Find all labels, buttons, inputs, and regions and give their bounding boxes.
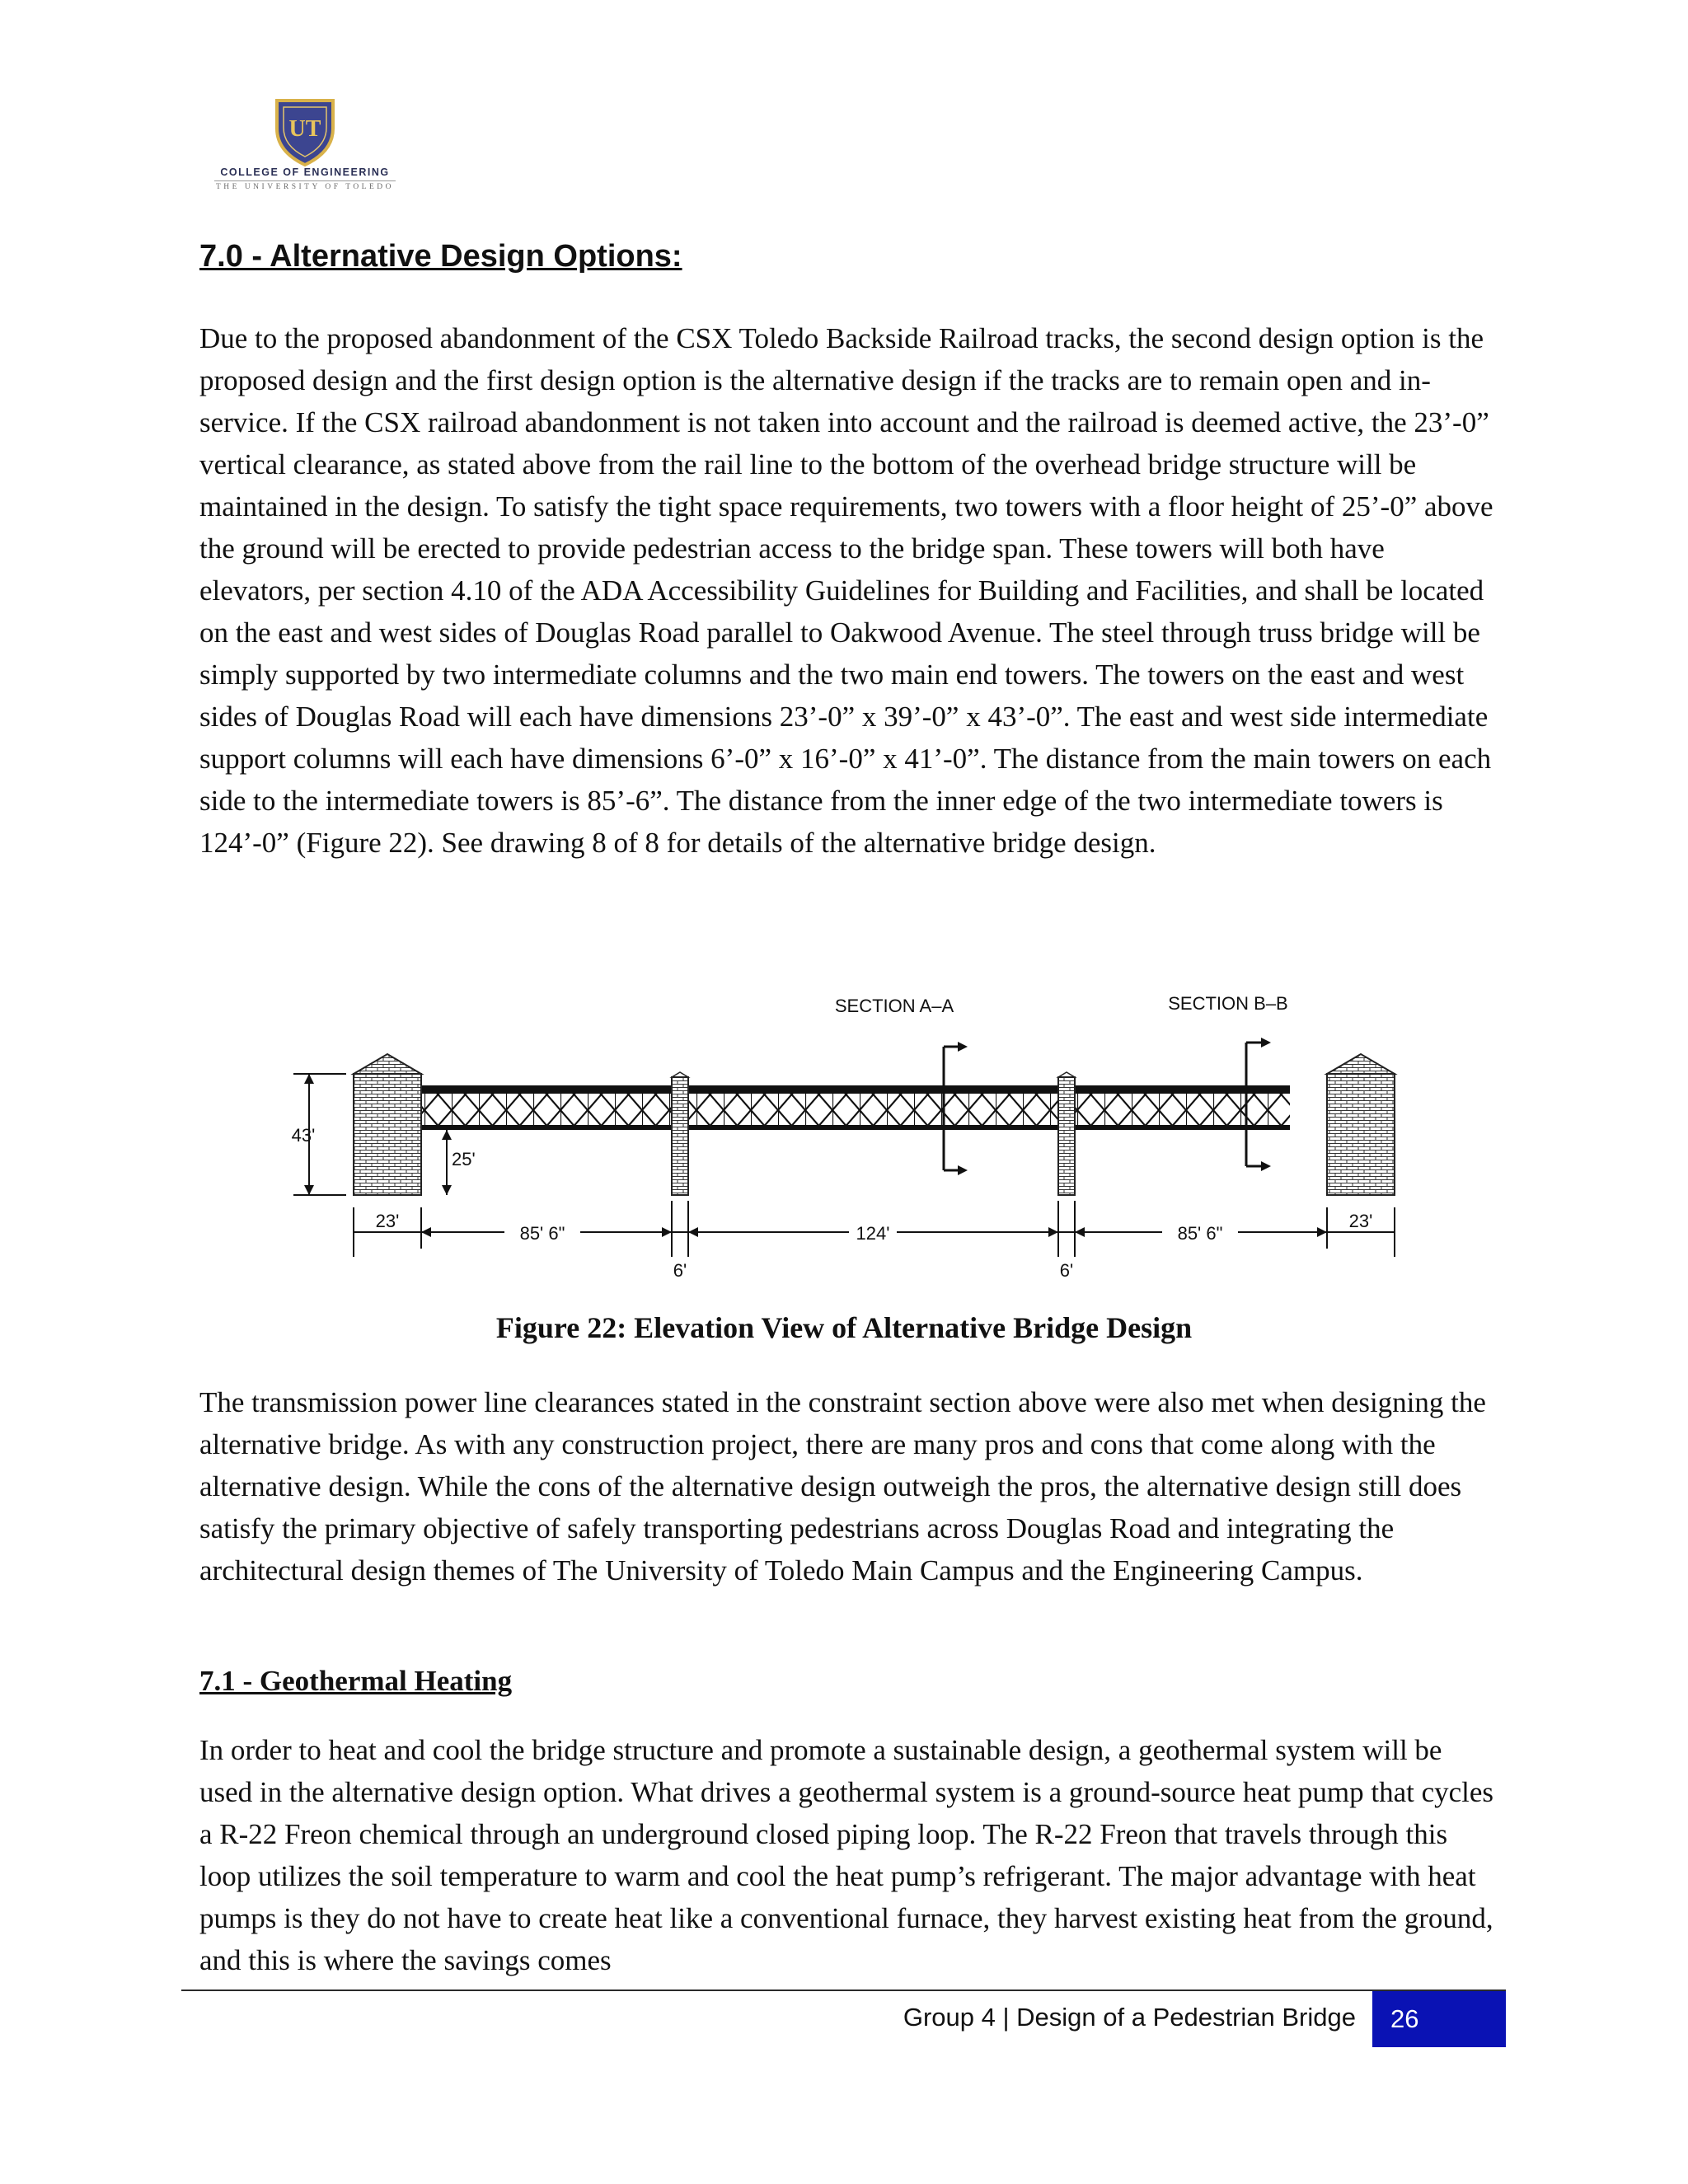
figure-caption: Figure 22: Elevation View of Alternative Bridge Design xyxy=(495,1311,1193,1344)
span-right-label: 85' 6" xyxy=(1177,1223,1223,1244)
column-left-width-label: 6' xyxy=(673,1260,687,1281)
truss-span xyxy=(420,1085,1290,1130)
span-center-label: 124' xyxy=(856,1223,890,1244)
subsection-title: 7.1 - Geothermal Heating xyxy=(199,1665,513,1697)
footer-divider xyxy=(181,1990,1506,1991)
height-total-label: 43' xyxy=(291,1125,316,1146)
span-left-label: 85' 6" xyxy=(519,1223,565,1244)
section-title: 7.0 - Alternative Design Options: xyxy=(199,239,682,274)
left-main-tower xyxy=(354,1054,421,1195)
left-intermediate-column xyxy=(672,1072,688,1195)
intro-paragraph: Due to the proposed abandonment of the CSX Toledo Backside Railroad tracks, the second design option is the proposed design and the first design option is the alternative design if the tracks are to remain open and in-service. If the CSX railroad abandonment is not taken into account and the railroad is deemed active, the 23’-0” vertical clearance, as stated above from the rail line to the bottom of the overhead bridge structure will be maintained in the design. To satisfy the tight space requirements, two towers with a floor height of 25’-0” above the ground will be erected to provide pedestrian access to the bridge span. These towers will both have elevators, per section 4.10 of the ADA Accessibility Guidelines for Building and Facilities, and shall be located on the east and west sides of Douglas Road parallel to Oakwood Avenue. The steel through truss bridge will be simply supported by two intermediate columns and the two main end towers. The towers on the east and west sides of Douglas Road will each have dimensions 23’-0” x 39’-0” x 43’-0”. The east and west side intermediate support columns will each have dimensions 6’-0” x 16’-0” x 41’-0”. The distance from the main towers on each side to the intermediate towers is 85’-6”. The distance from the inner edge of the two intermediate towers is 124’-0” (Figure 22). See drawing 8 of 8 for details of the alternative bridge design. xyxy=(199,322,1493,859)
section-a-label: SECTION A–A xyxy=(834,996,954,1016)
body-paragraph: The transmission power line clearances stated in the constraint section above were also met when designing the alternative bridge. As with any construction project, there are many pros and cons that come along with the alternative design. While the cons of the alternative design outweigh the pros, the alternative design still does satisfy the primary objective of safely transporting pedestrians across Douglas Road and integrating the architectural design themes of The University of Toledo Main Campus and the Engineering Campus. xyxy=(199,1386,1486,1586)
logo-divider xyxy=(214,180,396,181)
tower-width-left-label: 23' xyxy=(375,1211,400,1231)
bridge-elevation-figure xyxy=(288,985,1401,1298)
column-right-width-label: 6' xyxy=(1059,1260,1074,1281)
university-logo xyxy=(206,97,404,194)
tower-width-right-label: 23' xyxy=(1348,1211,1373,1231)
right-intermediate-column xyxy=(1058,1072,1075,1195)
section-b-label: SECTION B–B xyxy=(1168,993,1288,1014)
geothermal-paragraph: In order to heat and cool the bridge structure and promote a sustainable design, a geothermal system will be used in the alternative design option. What drives a geothermal system is a ground-source heat pump that cycles a R-22 Freon chemical through an underground closed piping loop. The R-22 Freon that travels through this loop utilizes the soil temperature to warm and cool the heat pump’s refrigerant. The major advantage with heat pumps is they do not have to create heat like a conventional furnace, they harvest existing heat from the ground, and this is where the savings comes xyxy=(199,1734,1494,1976)
bridge-elevation-drawing xyxy=(288,985,1401,1298)
right-main-tower xyxy=(1327,1054,1395,1195)
height-dimension-floor xyxy=(442,1130,452,1195)
height-floor-label: 25' xyxy=(452,1149,476,1169)
page-number: 26 xyxy=(1372,1991,1506,2047)
logo-monogram: UT xyxy=(288,116,321,142)
logo-college-name: COLLEGE OF ENGINEERING xyxy=(220,166,390,178)
footer-title: Group 4 | Design of a Pedestrian Bridge xyxy=(903,2003,1356,2032)
shield-icon xyxy=(206,97,404,166)
logo-university-name: THE UNIVERSITY OF TOLEDO xyxy=(215,183,395,191)
